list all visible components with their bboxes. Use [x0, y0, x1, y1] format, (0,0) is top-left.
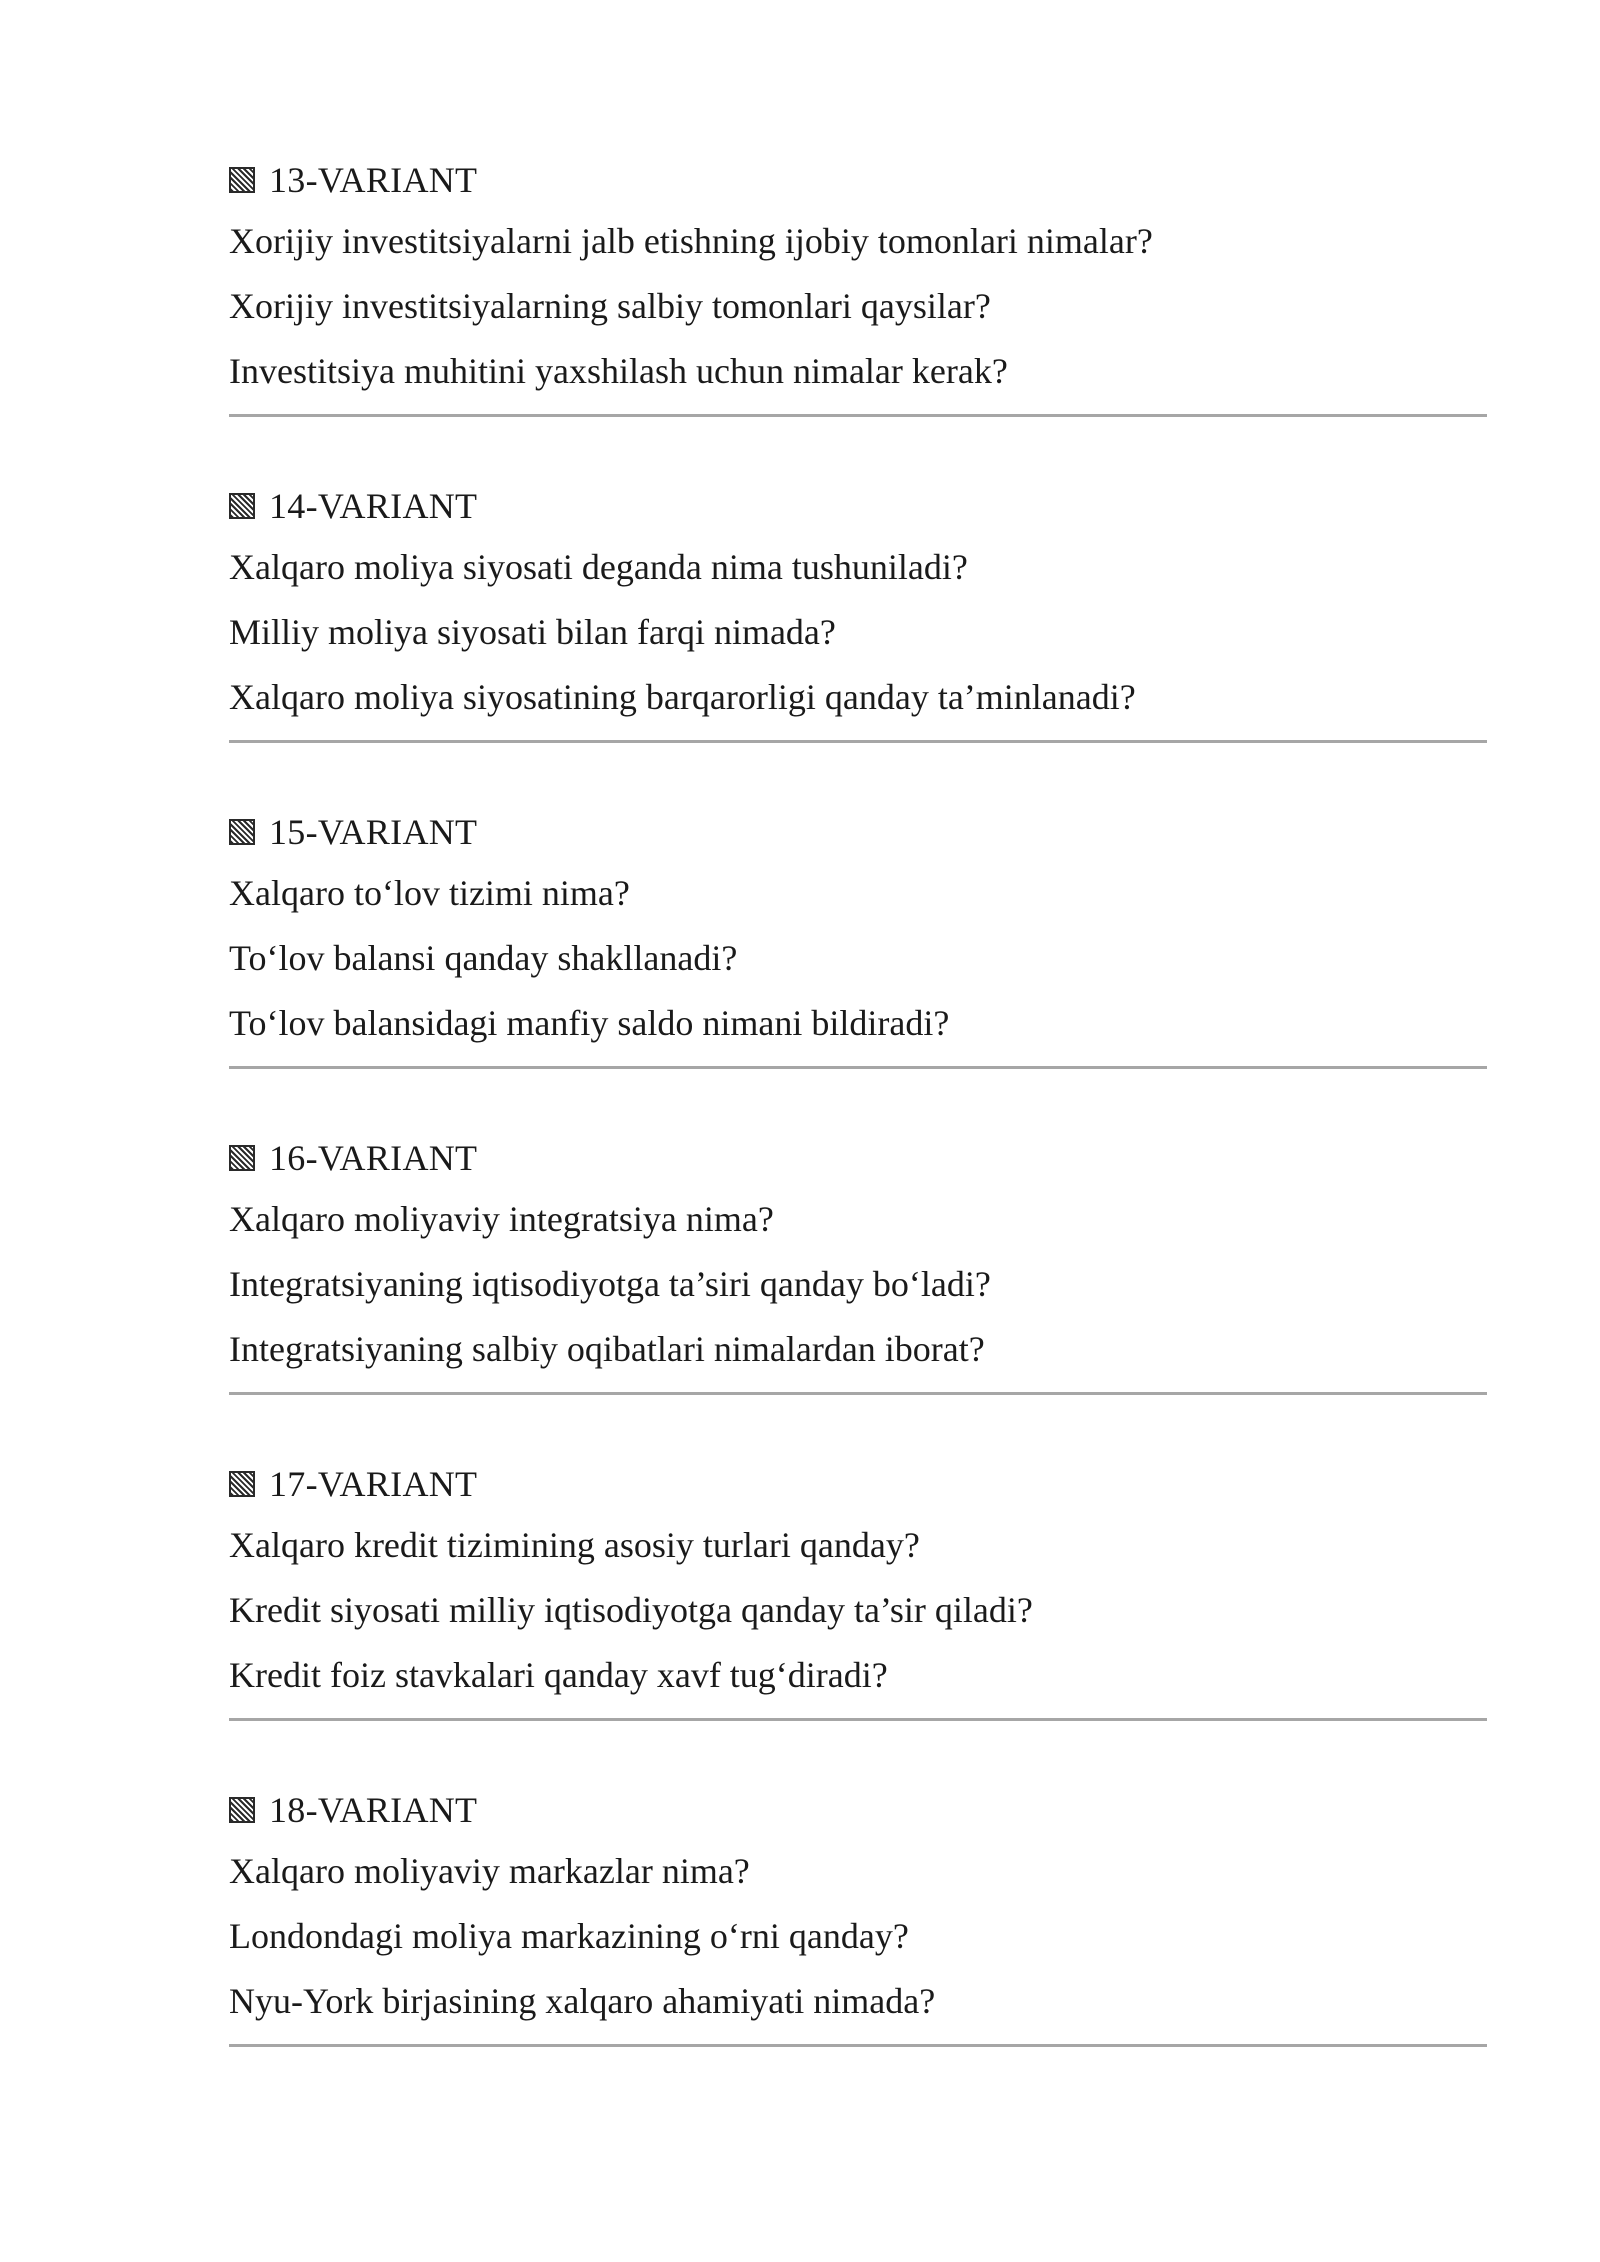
question-item: Investitsiya muhitini yaxshilash uchun nimalar kerak?	[229, 351, 1008, 391]
question-list	[229, 1513, 1487, 1708]
variant-header	[229, 1785, 1487, 1835]
question-list	[229, 861, 1487, 1056]
section-divider	[229, 1066, 1487, 1069]
question-item: Xorijiy investitsiyalarning salbiy tomonlari qaysilar?	[229, 286, 991, 326]
variant-section-17	[229, 1459, 1487, 1721]
question-item: Kredit siyosati milliy iqtisodiyotga qanday ta’sir qiladi?	[229, 1590, 1033, 1630]
question-item: Xalqaro moliya siyosatining barqarorligi qanday ta’minlanadi?	[229, 677, 1136, 717]
question-item: Xalqaro moliyaviy markazlar nima?	[229, 1851, 750, 1891]
question-item: Milliy moliya siyosati bilan farqi nimada?	[229, 612, 836, 652]
variant-title: 16-VARIANT	[269, 1138, 478, 1178]
section-divider	[229, 414, 1487, 417]
question-item: Integratsiyaning iqtisodiyotga ta’siri qanday bo‘ladi?	[229, 1264, 991, 1304]
question-list	[229, 1187, 1487, 1382]
hatched-square-icon	[229, 493, 255, 519]
section-divider	[229, 2044, 1487, 2047]
variant-title: 17-VARIANT	[269, 1464, 478, 1504]
variant-section-18	[229, 1785, 1487, 2047]
variant-header	[229, 155, 1487, 205]
section-divider	[229, 1392, 1487, 1395]
question-item: Xorijiy investitsiyalarni jalb etishning ijobiy tomonlari nimalar?	[229, 221, 1153, 261]
hatched-square-icon	[229, 1471, 255, 1497]
variant-section-15	[229, 807, 1487, 1069]
variant-section-13	[229, 155, 1487, 417]
question-item: Integratsiyaning salbiy oqibatlari nimalardan iborat?	[229, 1329, 985, 1369]
variant-header	[229, 1459, 1487, 1509]
variant-title: 14-VARIANT	[269, 486, 478, 526]
variant-header	[229, 1133, 1487, 1183]
variant-title: 13-VARIANT	[269, 160, 478, 200]
question-item: To‘lov balansidagi manfiy saldo nimani bildiradi?	[229, 1003, 950, 1043]
variant-section-16	[229, 1133, 1487, 1395]
hatched-square-icon	[229, 819, 255, 845]
question-item: Xalqaro moliya siyosati deganda nima tushuniladi?	[229, 547, 968, 587]
question-item: To‘lov balansi qanday shakllanadi?	[229, 938, 738, 978]
variant-header	[229, 807, 1487, 857]
question-item: Xalqaro moliyaviy integratsiya nima?	[229, 1199, 774, 1239]
question-list	[229, 535, 1487, 730]
variant-header	[229, 481, 1487, 531]
question-list	[229, 1839, 1487, 2034]
question-item: Xalqaro to‘lov tizimi nima?	[229, 873, 630, 913]
hatched-square-icon	[229, 1797, 255, 1823]
hatched-square-icon	[229, 167, 255, 193]
variant-section-14	[229, 481, 1487, 743]
question-item: Londondagi moliya markazining o‘rni qanday?	[229, 1916, 909, 1956]
question-item: Kredit foiz stavkalari qanday xavf tug‘diradi?	[229, 1655, 888, 1695]
hatched-square-icon	[229, 1145, 255, 1171]
question-item: Xalqaro kredit tizimining asosiy turlari qanday?	[229, 1525, 920, 1565]
question-item: Nyu-York birjasining xalqaro ahamiyati nimada?	[229, 1981, 936, 2021]
section-divider	[229, 1718, 1487, 1721]
variant-title: 15-VARIANT	[269, 812, 478, 852]
question-list	[229, 209, 1487, 404]
section-divider	[229, 740, 1487, 743]
variant-title: 18-VARIANT	[269, 1790, 478, 1830]
